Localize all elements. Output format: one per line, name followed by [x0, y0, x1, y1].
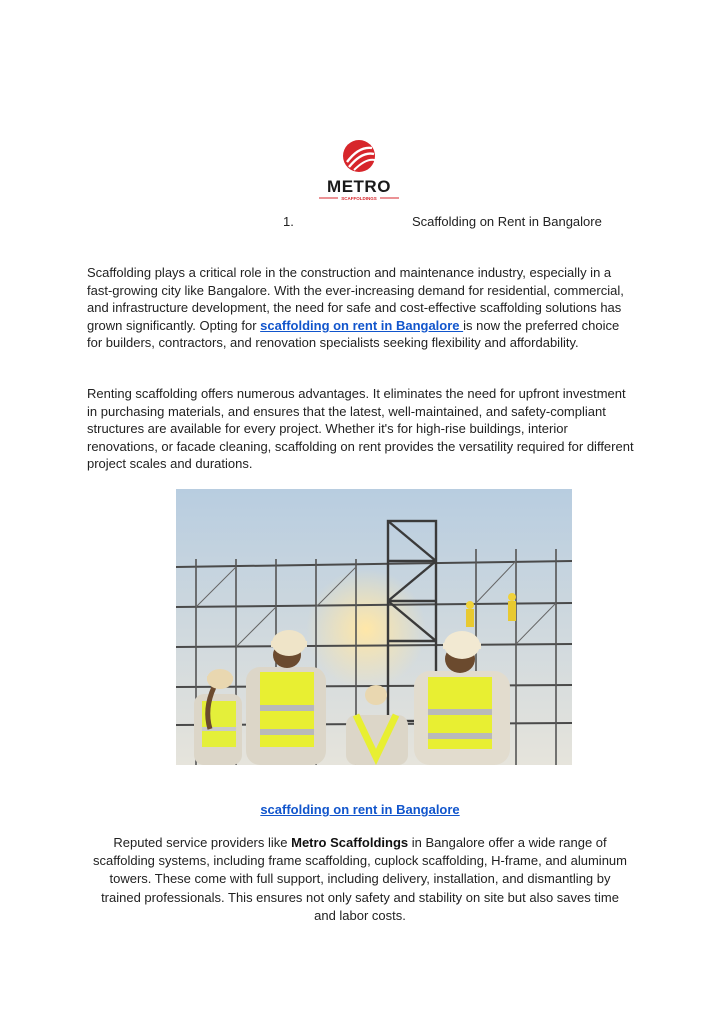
advantages-paragraph: Renting scaffolding offers numerous advantages. It eliminates the need for upfront investment in purchasing materials, and ensures that the latest, well-maintained, and safety-compliant structures are available for every project. Whether it's for high-rise buildings, interior renovations, or facade cleaning, scaffolding on rent provides the versatility required for different project scales and durations. [87, 386, 634, 472]
logo-brand-text: METRO [327, 177, 391, 196]
intro-text-before: Scaffolding plays a critical role in the construction and maintenance industry, especially in a fast-growing city like Bangalore. With the ever-increasing demand for residential, commercial, and infrastructure development, the need for safe and cost-effective scaffolding solutions has grown significantly. Opting for [87, 265, 624, 333]
metro-scaffoldings-logo [316, 140, 402, 204]
section-heading [0, 214, 720, 234]
providers-text-after: in Bangalore offer a wide range of scaffolding systems, including frame scaffolding, cuplock scaffolding, H-frame, and aluminum towers. These come with full support, including delivery, installation, and dismantling by trained professionals. This ensures not only safety and stability on site but also saves time and labor costs. [93, 835, 627, 923]
heading-number: 1. [283, 214, 294, 229]
intro-text-after: is now the preferred choice for builders, contractors, and renovation specialists seeking flexibility and affordability. [87, 317, 620, 351]
providers-paragraph [90, 834, 630, 925]
logo-tagline-text: SCAFFOLDINGS [341, 196, 377, 201]
providers-text-before: Reputed service providers like [113, 835, 292, 850]
intro-paragraph [87, 264, 635, 352]
company-name: Metro Scaffoldings [291, 835, 409, 850]
heading-title: Scaffolding on Rent in Bangalore [412, 214, 602, 229]
image-caption [0, 802, 720, 817]
scaffolding-rent-link[interactable]: scaffolding on rent in Bangalore [260, 317, 464, 333]
caption-scaffolding-link[interactable]: scaffolding on rent in Bangalore [260, 802, 460, 817]
construction-workers-photo [176, 489, 572, 765]
